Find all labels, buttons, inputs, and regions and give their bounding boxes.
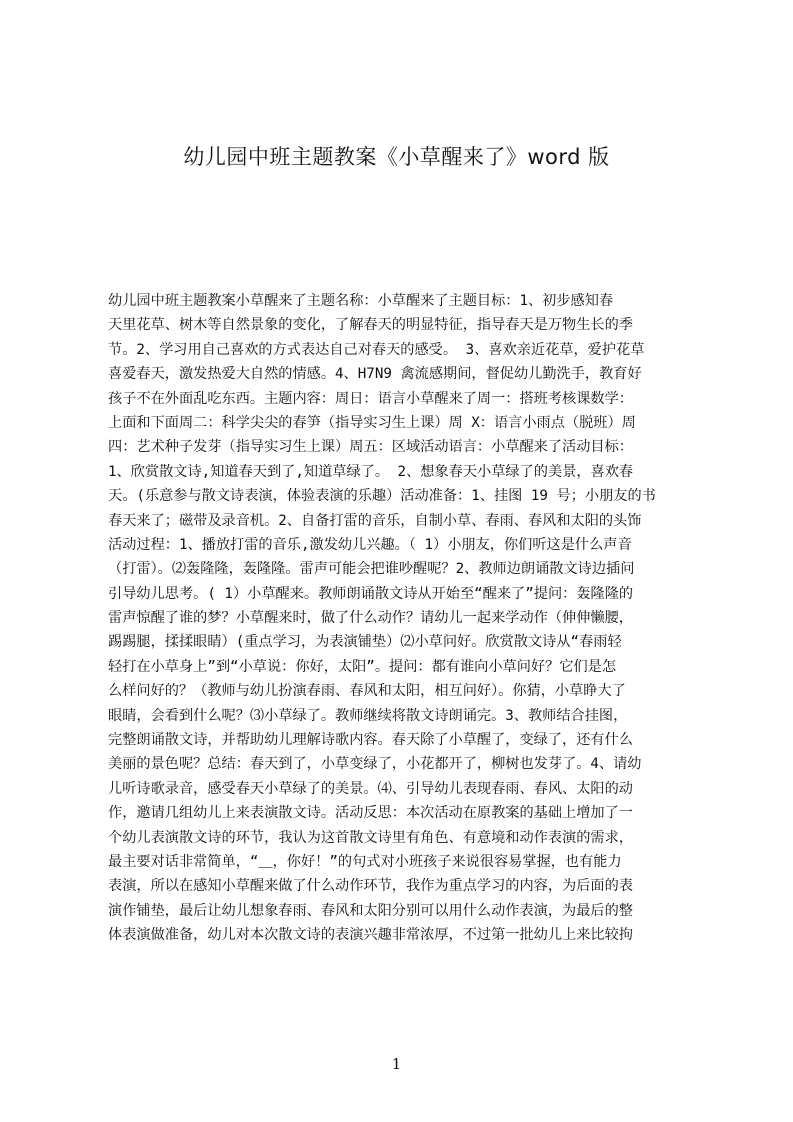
text-line: 1、欣赏散文诗,知道春天到了,知道草绿了。 2、想象春天小草绿了的美景，喜欢春 <box>108 463 634 480</box>
document-title: 幼儿园中班主题教案《小草醒来了》word 版 <box>183 145 610 169</box>
text-line: 轻打在小草身上”到“小草说：你好，太阳”。提问：都有谁向小草问好？它们是怎 <box>108 658 617 675</box>
text-line: 眼睛，会看到什么呢？⑶小草绿了。教师继续将散文诗朗诵完。3、教师结合挂图， <box>108 707 628 724</box>
body-paragraph <box>108 289 702 944</box>
text-line: 个幼儿表演散文诗的环节，我认为这首散文诗里有角色、有意境和动作表演的需求， <box>108 829 633 846</box>
text-line: 引导幼儿思考。( 1）小草醒来。教师朗诵散文诗从开始至“醒来了”提问：轰隆隆的 <box>108 585 634 602</box>
text-line: 作，邀请几组幼儿上来表演散文诗。活动反思：本次活动在原教案的基础上增加了一 <box>108 805 633 822</box>
page-number: 1 <box>391 1055 402 1073</box>
text-line: 最主要对话非常简单，“＿，你好！”的句式对小班孩子来说很容易掌握，也有能力 <box>108 853 622 870</box>
text-line: 孩子不在外面乱吃东西。主题内容：周日：语言小草醒来了周一：搭班考核课数学： <box>108 390 633 407</box>
text-line: 演作铺垫，最后让幼儿想象春雨、春风和太阳分别可以用什么动作表演，为最后的整 <box>108 902 633 919</box>
text-line: 四：艺术种子发芽（指导实习生上课）周五：区域活动语言：小草醒来了活动目标： <box>108 439 633 456</box>
text-line: 幼儿园中班主题教案小草醒来了主题名称：小草醒来了主题目标：1、初步感知春 <box>108 293 614 309</box>
text-line: 表演，所以在感知小草醒来做了什么动作环节，我作为重点学习的内容，为后面的表 <box>108 878 633 895</box>
text-line: 美丽的景色呢？总结：春天到了，小草变绿了，小花都开了，柳树也发芽了。4、请幼 <box>108 756 642 773</box>
text-line: （打雷）。⑵轰隆隆，轰隆隆。雷声可能会把谁吵醒呢？2、教师边朗诵散文诗边插问 <box>108 561 635 578</box>
text-line: 踢踢腿，揉揉眼睛）(重点学习，为表演铺垫）⑵小草问好。欣赏散文诗从“春雨轻 <box>108 634 622 651</box>
text-line: 天里花草、树木等自然景象的变化，了解春天的明显特征，指导春天是万物生长的季 <box>108 317 633 334</box>
text-line: 喜爱春天，激发热爱大自然的情感。4、H7N9 禽流感期间，督促幼儿勤洗手，教育好 <box>108 366 642 383</box>
text-line: 节。2、学习用自己喜欢的方式表达自己对春天的感受。 3、喜欢亲近花草，爱护花草 <box>108 341 645 358</box>
text-line: 儿听诗歌录音，感受春天小草绿了的美景。⑷、引导幼儿表现春雨、春风、太阳的动 <box>108 780 633 797</box>
text-line: 天。(乐意参与散文诗表演，体验表演的乐趣）活动准备：1、挂图 19 号；小朋友的书 <box>108 488 656 505</box>
text-line: 雷声惊醒了谁的梦？小草醒来时，做了什么动作？请幼儿一起来学动作（伸伸懒腰， <box>108 610 633 627</box>
text-line: 完整朗诵散文诗，并帮助幼儿理解诗歌内容。春天除了小草醒了，变绿了，还有什么 <box>108 732 633 749</box>
text-line: 么样问好的？（教师与幼儿扮演春雨、春风和太阳，相互问好）。你猜，小草睁大了 <box>108 683 626 700</box>
text-line: 春天来了；磁带及录音机。2、自备打雷的音乐，自制小草、春雨、春风和太阳的头饰 <box>108 512 642 529</box>
text-line: 上面和下面周二：科学尖尖的春笋（指导实习生上课）周 X：语言小雨点（脱班）周 <box>108 414 636 431</box>
text-line: 活动过程：1、播放打雷的音乐,激发幼儿兴趣。（ 1）小朋友，你们听这是什么声音 <box>108 536 632 553</box>
text-line: 体表演做准备，幼儿对本次散文诗的表演兴趣非常浓厚，不过第一批幼儿上来比较拘 <box>108 927 633 944</box>
